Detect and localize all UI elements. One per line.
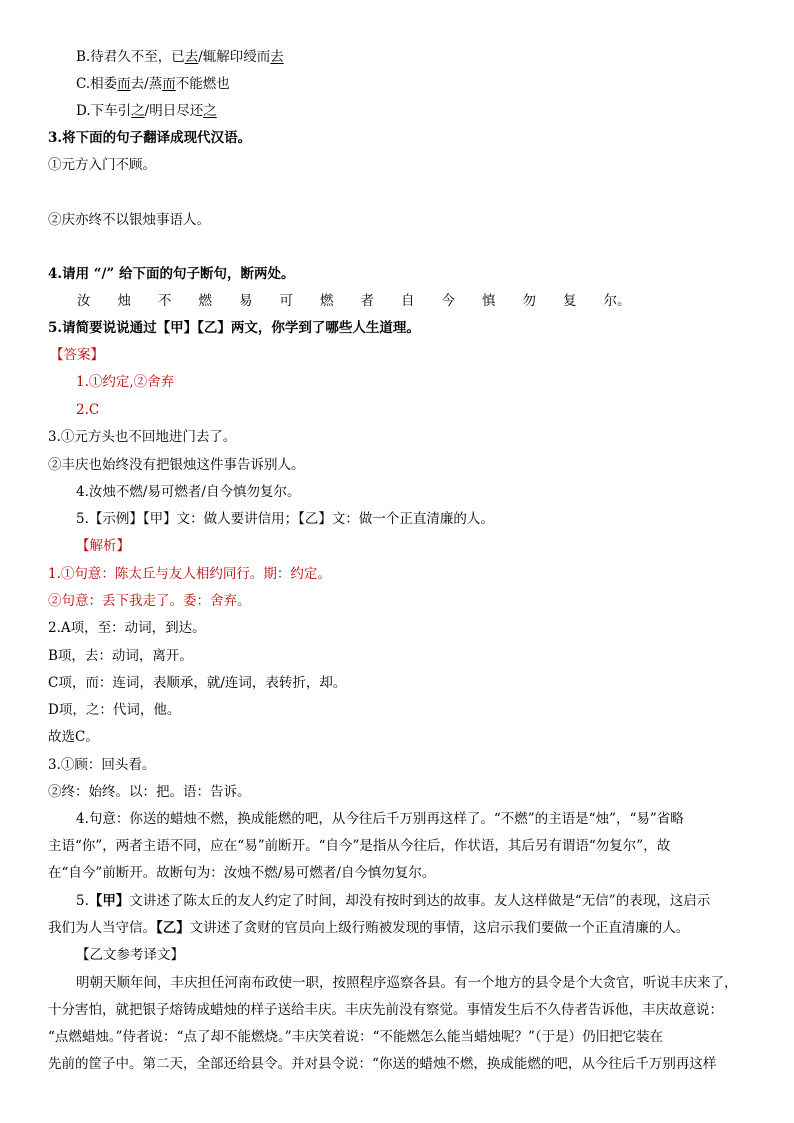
analysis-header: 【解析】 <box>76 538 130 554</box>
sentence-char: 勿 <box>522 293 536 309</box>
option-b-underline-1: 去 <box>184 49 199 65</box>
option-c-underline-2: 而 <box>162 76 176 92</box>
analysis-line-5: C项，而：连词，表顺承，就/连词，表转折，却。 <box>48 675 347 691</box>
option-b <box>76 51 284 65</box>
answer-header: 【答案】 <box>50 347 104 363</box>
option-d-underline-1: 之 <box>131 103 145 119</box>
analysis-line-4: B项，去：动词，离开。 <box>48 648 193 664</box>
translation-line-2: 十分害怕，就把银子熔铸成蜡烛的样子送给丰庆。丰庆先前没有察觉。事情发生后不久侍者告诉他，丰庆故意说： <box>48 1002 723 1018</box>
question-3-sentence-2: ②庆亦终不以银烛事语人。 <box>48 212 210 228</box>
answer-3-2: ②丰庆也始终没有把银烛这件事告诉别人。 <box>48 457 305 473</box>
analysis-5-line-2 <box>48 922 689 936</box>
option-d-text-mid: /明日尽还 <box>144 103 204 119</box>
sentence-char: 烛 <box>117 293 131 309</box>
option-c <box>76 78 230 92</box>
option-c-text-post: 不能燃也 <box>175 76 230 92</box>
question-4-title: 4.请用 “/” 给下面的句子断句，断两处。 <box>48 266 295 282</box>
sentence-char: 尔。 <box>603 293 631 309</box>
answer-3-1: 3.①元方头也不回地进门去了。 <box>48 429 237 445</box>
sentence-char: 慎 <box>482 293 496 309</box>
question-5-title: 5.请简要说说通过【甲】【乙】两文，你学到了哪些人生道理。 <box>48 320 420 336</box>
sentence-char: 易 <box>239 293 253 309</box>
analysis-5-yi-tag: 【乙】 <box>156 920 190 936</box>
analysis-5-jia-tag: 【甲】 <box>88 893 130 909</box>
option-d <box>76 105 217 119</box>
analysis-5-text-1: 文讲述了陈太丘的友人约定了时间，却没有按时到达的故事。友人这样做是“无信”的表现，这启示 <box>129 893 711 909</box>
sentence-char: 复 <box>563 293 577 309</box>
analysis-line-1: 1.①句意：陈太丘与友人相约同行。期：约定。 <box>48 566 331 582</box>
answer-2: 2.C <box>76 402 100 418</box>
analysis-4-line-1: 4.句意：你送的蜡烛不燃，换成能燃的吧，从今往后千万别再这样了。“不燃”的主语是“烛”，“易”省略 <box>76 811 684 827</box>
option-c-text: C.相委 <box>76 76 118 92</box>
sentence-char: 今 <box>441 293 455 309</box>
translation-header: 【乙文参考译文】 <box>76 947 184 963</box>
analysis-5-text-2b: 文讲述了贪财的官员向上级行贿被发现的事情，这启示我们要做一个正直清廉的人。 <box>189 920 690 936</box>
analysis-4-line-2: 主语“你”，两者主语不同，应在“易”前断开。“自今”是指从今往后，作状语，其后另有谓语“勿复尔”，故 <box>48 838 671 854</box>
option-d-text: D.下车引 <box>76 103 132 119</box>
translation-line-4: 先前的筐子中。第二天，全部还给县令。并对县令说：“你送的蜡烛不燃，换成能燃的吧，从今往后千万别再这样 <box>48 1056 717 1072</box>
translation-line-3: “点燃蜡烛。”侍者说：“点了却不能燃烧。”丰庆笑着说：“不能燃怎么能当蜡烛呢？”（于是）仍旧把它装在 <box>48 1029 664 1045</box>
question-3-sentence-1: ①元方入门不顾。 <box>48 157 156 173</box>
option-b-text-mid: /辄解印绶而 <box>198 49 271 65</box>
option-c-underline-1: 而 <box>117 76 131 92</box>
translation-line-1: 明朝天顺年间，丰庆担任河南布政使一职，按照程序巡察各县。有一个地方的县令是个大贪官，听说丰庆来了， <box>76 975 738 991</box>
answer-1: 1.①约定,②舍弃 <box>76 374 175 390</box>
sentence-char: 汝 <box>77 293 91 309</box>
sentence-char: 自 <box>401 293 415 309</box>
analysis-line-8: 3.①顾：回头看。 <box>48 757 156 773</box>
analysis-5-line-1 <box>76 895 710 909</box>
analysis-5-number: 5. <box>76 893 89 909</box>
analysis-4-line-3: 在“自今”前断开。故断句为：汝烛不燃/易可燃者/自今慎勿复尔。 <box>48 865 436 881</box>
sentence-char: 者 <box>360 293 374 309</box>
question-3-title: 3.将下面的句子翻译成现代汉语。 <box>48 130 252 146</box>
analysis-line-3: 2.A项，至：动词，到达。 <box>48 620 206 636</box>
answer-4: 4.汝烛不燃/易可燃者/自今慎勿复尔。 <box>76 484 301 500</box>
option-c-text-mid: 去/蒸 <box>130 76 163 92</box>
answer-5: 5.【示例】【甲】文：做人要讲信用；【乙】文：做一个正直清廉的人。 <box>76 511 494 527</box>
question-4-sentence <box>77 295 644 309</box>
analysis-line-2: ②句意：丢下我走了。委：舍弃。 <box>48 593 251 609</box>
option-b-underline-2: 去 <box>270 49 284 65</box>
sentence-char: 燃 <box>198 293 212 309</box>
sentence-char: 可 <box>279 293 293 309</box>
option-d-underline-2: 之 <box>203 103 217 119</box>
sentence-char: 不 <box>158 293 172 309</box>
analysis-5-text-2a: 我们为人当守信。 <box>48 920 156 936</box>
sentence-char: 燃 <box>320 293 334 309</box>
analysis-line-9: ②终：始终。以：把。语：告诉。 <box>48 784 251 800</box>
option-b-text: B.待君久不至，已 <box>76 49 185 65</box>
analysis-line-7: 故选C。 <box>48 729 99 745</box>
analysis-line-6: D项，之：代词，他。 <box>48 702 181 718</box>
